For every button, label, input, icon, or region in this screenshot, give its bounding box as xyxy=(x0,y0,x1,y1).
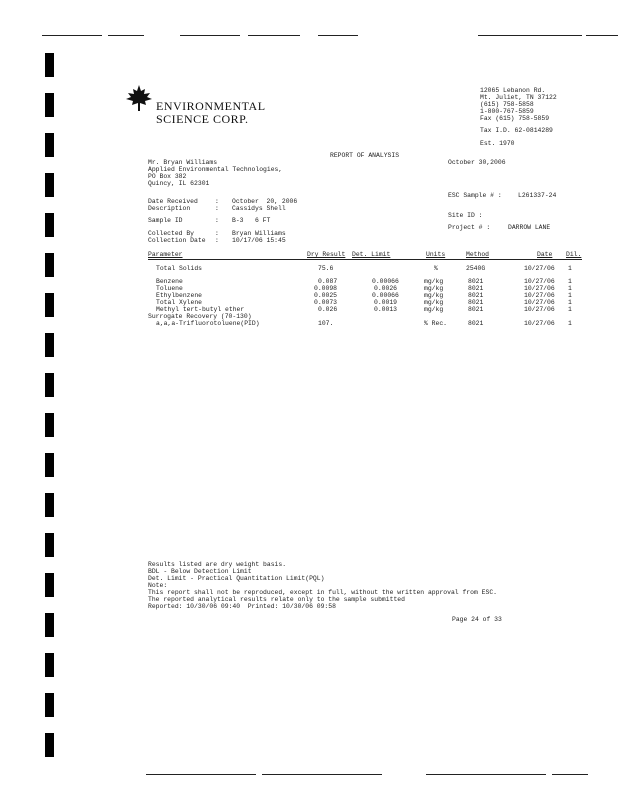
table-cell-dil: 1 xyxy=(568,285,572,292)
table-cell-dil: 1 xyxy=(568,320,572,327)
table-cell-det-limit: 0.00066 xyxy=(372,278,399,285)
punch-hole xyxy=(45,653,54,677)
bottom-scan-line xyxy=(552,774,588,775)
col-header-result: Dry Result xyxy=(307,251,346,258)
table-cell-det-limit: 0.0026 xyxy=(374,285,398,292)
project-label: Project # : xyxy=(448,224,491,231)
table-cell-method: 2540G xyxy=(466,265,486,272)
field-colon: : xyxy=(215,237,219,244)
table-cell-method: 8021 xyxy=(468,306,484,313)
col-header-date: Date xyxy=(537,251,553,258)
table-cell-parameter: Total Solids xyxy=(156,265,203,272)
table-cell-dil: 1 xyxy=(568,292,572,299)
table-cell-result: 0.0025 xyxy=(314,292,338,299)
table-cell-method: 8021 xyxy=(468,278,484,285)
table-cell-dil: 1 xyxy=(568,278,572,285)
table-cell-dil: 1 xyxy=(568,265,572,272)
punch-hole xyxy=(45,213,54,237)
punch-hole xyxy=(45,573,54,597)
table-cell-date: 10/27/06 xyxy=(524,299,555,306)
bottom-scan-line xyxy=(146,774,256,775)
table-cell-det-limit: 0.0019 xyxy=(374,299,398,306)
footer-note: This report shall not be reproduced, except in full, without the written approval from ESC. xyxy=(148,589,497,596)
table-cell-dil: 1 xyxy=(568,299,572,306)
top-scan-line xyxy=(180,35,240,36)
address-line: Fax (615) 758-5859 xyxy=(480,115,550,122)
table-cell-parameter: Methyl tert-butyl ether xyxy=(156,306,245,313)
field-colon: : xyxy=(215,217,219,224)
address-line: (615) 758-5858 xyxy=(480,101,534,108)
punch-hole xyxy=(45,733,54,757)
esc-sample-value: L261337-24 xyxy=(518,192,557,199)
punch-hole xyxy=(45,613,54,637)
col-header-method: Method xyxy=(466,251,490,258)
table-cell-result: 0.0098 xyxy=(314,285,338,292)
col-header-parameter: Parameter xyxy=(148,251,183,258)
field-colon: : xyxy=(215,230,219,237)
field-value: 10/17/06 15:45 xyxy=(232,237,286,244)
table-cell-parameter: Ethylbenzene xyxy=(156,292,203,299)
field-colon: : xyxy=(215,205,219,212)
table-cell-date: 10/27/06 xyxy=(524,292,555,299)
footer-note: Results listed are dry weight basis. xyxy=(148,561,287,568)
footer-note: BDL - Below Detection Limit xyxy=(148,568,252,575)
punch-hole xyxy=(45,453,54,477)
client-line: Applied Environmental Technologies, xyxy=(148,166,283,173)
footer-note: Det. Limit - Practical Quantitation Limit(PQL) xyxy=(148,575,325,582)
footer-note: The reported analytical results relate only to the sample submitted xyxy=(148,596,405,603)
punch-hole xyxy=(45,93,54,117)
address-line: 1-800-767-5859 xyxy=(480,108,534,115)
punch-hole xyxy=(45,293,54,317)
footer-note: Reported: 10/30/06 09:40 Printed: 10/30/06 09:58 xyxy=(148,603,336,610)
punch-hole xyxy=(45,173,54,197)
client-line: Quincy, IL 62301 xyxy=(148,180,210,187)
address-line: 12065 Lebanon Rd. xyxy=(480,87,546,94)
client-line: Mr. Bryan Williams xyxy=(148,159,218,166)
site-id-label: Site ID : xyxy=(448,212,483,219)
table-cell-date: 10/27/06 xyxy=(524,265,555,272)
table-cell-parameter: Total Xylene xyxy=(156,299,203,306)
address-line: Mt. Juliet, TN 37122 xyxy=(480,94,557,101)
punch-hole xyxy=(45,413,54,437)
table-cell-date: 10/27/06 xyxy=(524,285,555,292)
table-cell-units: % xyxy=(434,265,438,272)
client-line: PO Box 382 xyxy=(148,173,187,180)
table-cell-date: 10/27/06 xyxy=(524,320,555,327)
field-value: Cassidys Shell xyxy=(232,205,286,212)
top-scan-line xyxy=(318,35,358,36)
punch-hole xyxy=(45,333,54,357)
col-header-dil: Dil. xyxy=(566,251,582,258)
top-scan-line xyxy=(586,35,618,36)
table-cell-units: mg/kg xyxy=(424,285,444,292)
punch-hole xyxy=(45,53,54,77)
col-header-units: Units xyxy=(426,251,446,258)
bottom-scan-line xyxy=(426,774,546,775)
report-date: October 30,2006 xyxy=(448,159,506,166)
table-cell-parameter: a,a,a-Trifluorotoluene(PID) xyxy=(156,320,260,327)
field-label: Sample ID xyxy=(148,217,183,224)
top-scan-line xyxy=(108,35,144,36)
table-cell-result: 0.026 xyxy=(318,306,338,313)
table-cell-units: % Rec. xyxy=(424,320,448,327)
table-cell-result: 107. xyxy=(318,320,334,327)
top-scan-line xyxy=(478,35,582,36)
punch-hole xyxy=(45,693,54,717)
field-value: Bryan Williams xyxy=(232,230,286,237)
bottom-scan-line xyxy=(262,774,382,775)
table-cell-date: 10/27/06 xyxy=(524,306,555,313)
field-value: October 20, 2006 xyxy=(232,198,298,205)
footer-note: Note: xyxy=(148,582,168,589)
established: Est. 1970 xyxy=(480,140,515,147)
field-label: Collected By xyxy=(148,230,195,237)
company-name-line2: SCIENCE CORP. xyxy=(156,112,249,126)
table-cell-method: 8021 xyxy=(468,299,484,306)
table-cell-method: 8021 xyxy=(468,285,484,292)
esc-sample-label: ESC Sample # : xyxy=(448,192,502,199)
punch-hole xyxy=(45,253,54,277)
punch-hole xyxy=(45,373,54,397)
top-scan-line xyxy=(248,35,300,36)
table-cell-det-limit: 0.0013 xyxy=(374,306,398,313)
table-cell-result: 75.6 xyxy=(318,265,334,272)
table-cell-method: 8021 xyxy=(468,320,484,327)
table-cell-parameter: Benzene xyxy=(156,278,183,285)
field-colon: : xyxy=(215,198,219,205)
company-name-line1: ENVIRONMENTAL xyxy=(156,99,266,113)
punch-hole xyxy=(45,133,54,157)
report-title: REPORT OF ANALYSIS xyxy=(330,152,400,159)
punch-hole xyxy=(45,533,54,557)
table-cell-dil: 1 xyxy=(568,306,572,313)
table-cell-units: mg/kg xyxy=(424,278,444,285)
table-cell-result: 0.0073 xyxy=(314,299,338,306)
maple-leaf-logo-icon xyxy=(124,84,154,112)
field-label: Collection Date xyxy=(148,237,206,244)
top-scan-line xyxy=(42,35,102,36)
table-cell-parameter: Toluene xyxy=(156,285,183,292)
field-label: Date Received xyxy=(148,198,198,205)
table-cell-units: mg/kg xyxy=(424,299,444,306)
project-value: DARROW LANE xyxy=(508,224,551,231)
field-value: B-3 6 FT xyxy=(232,217,271,224)
table-cell-method: 8021 xyxy=(468,292,484,299)
punch-hole xyxy=(45,493,54,517)
table-cell-date: 10/27/06 xyxy=(524,278,555,285)
table-cell-det-limit: 0.00066 xyxy=(372,292,399,299)
page-number: Page 24 of 33 xyxy=(452,616,502,623)
col-header-det-limit: Det. Limit xyxy=(352,251,391,258)
table-cell-result: 0.087 xyxy=(318,278,338,285)
tax-id: Tax I.D. 62-0814289 xyxy=(480,127,553,134)
field-label: Description xyxy=(148,205,191,212)
table-cell-units: mg/kg xyxy=(424,292,444,299)
surrogate-title: Surrogate Recovery (70-130) xyxy=(148,313,252,320)
table-cell-units: mg/kg xyxy=(424,306,444,313)
table-header-rule xyxy=(148,259,582,260)
